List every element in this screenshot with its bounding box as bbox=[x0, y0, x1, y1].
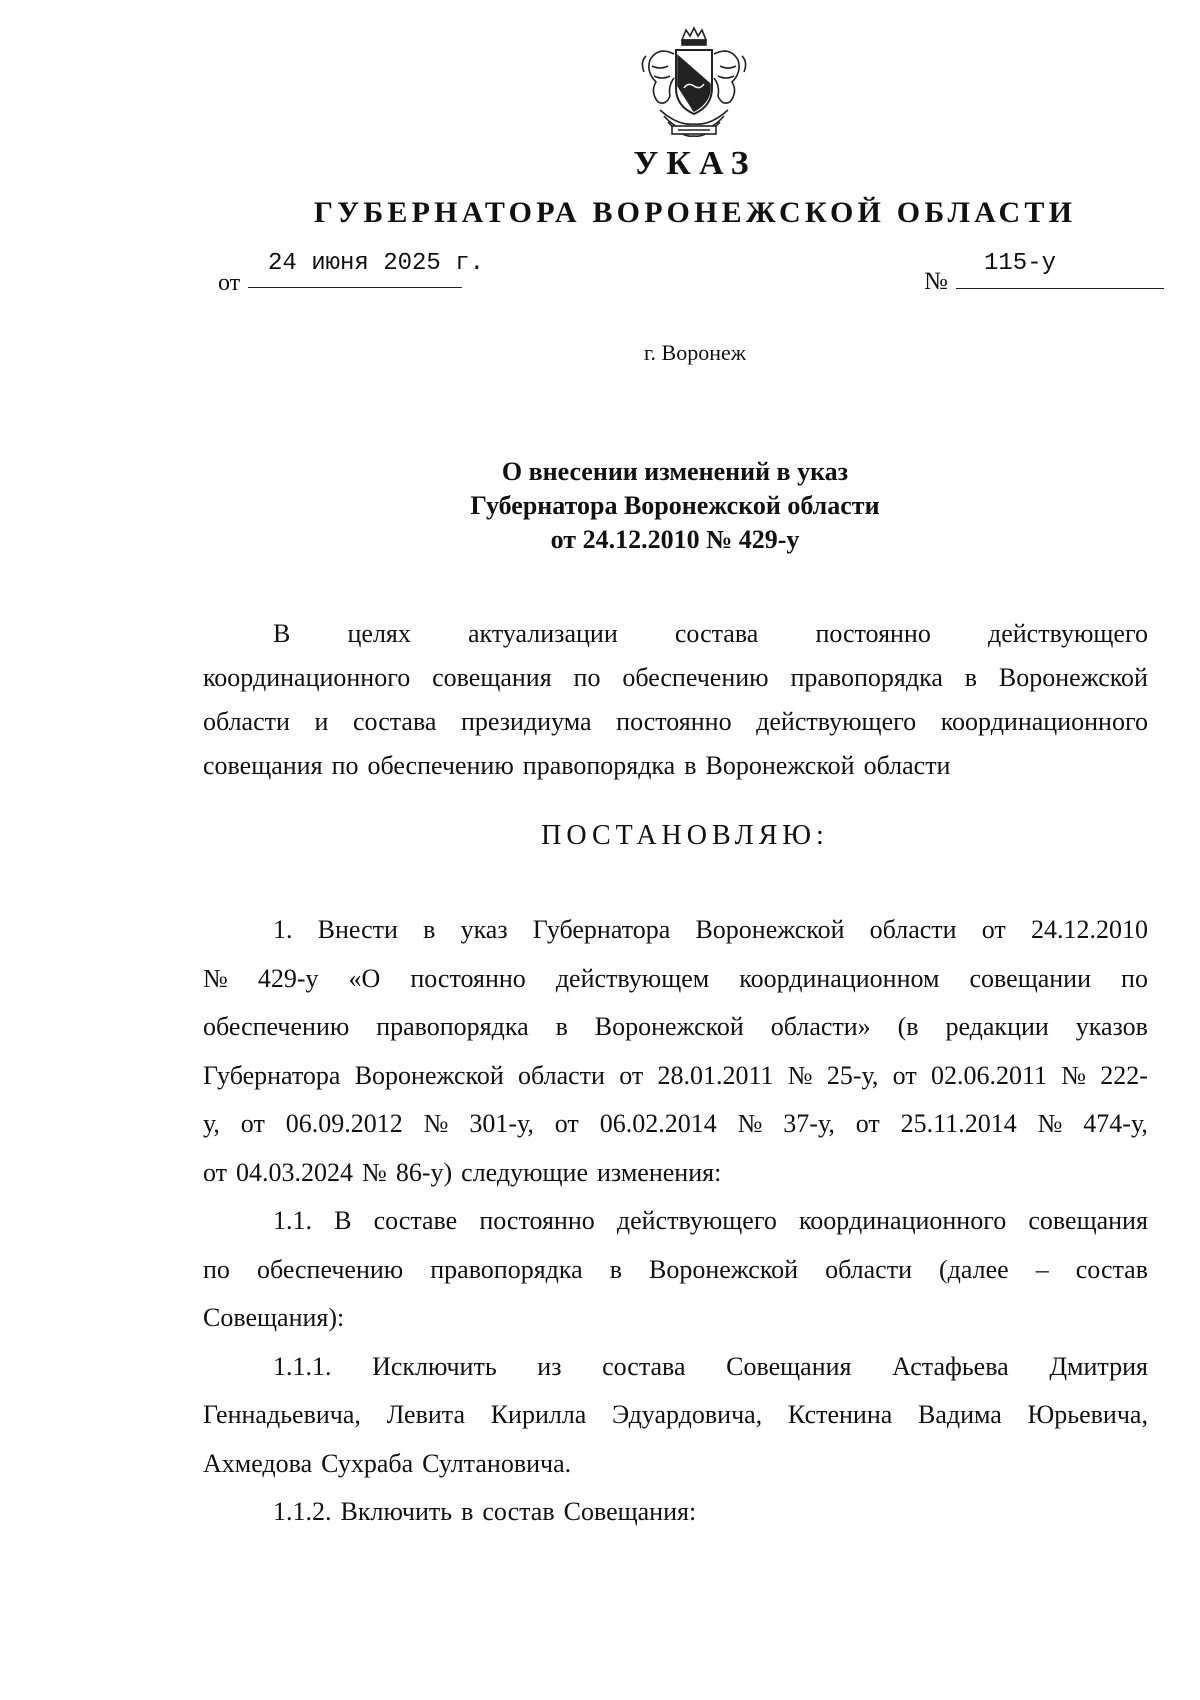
document-number: 115-у bbox=[984, 250, 1057, 277]
word: обеспечению bbox=[622, 663, 769, 692]
word: № bbox=[423, 1109, 449, 1138]
word: состава bbox=[602, 1351, 686, 1381]
word: № bbox=[1061, 1060, 1087, 1090]
word: совещания bbox=[432, 663, 552, 692]
word: Юрьевича, bbox=[1027, 1400, 1148, 1429]
word: от bbox=[203, 1157, 228, 1187]
text-line bbox=[203, 1003, 1148, 1052]
word: действующего bbox=[616, 1206, 777, 1235]
text-line bbox=[203, 1246, 1148, 1295]
word: области» bbox=[770, 1012, 871, 1041]
word: Эдуардовича, bbox=[612, 1400, 763, 1429]
word: постоянно bbox=[479, 1206, 595, 1235]
word: в bbox=[423, 915, 436, 944]
word: Геннадьевича, bbox=[203, 1400, 361, 1429]
word: состава bbox=[674, 619, 759, 648]
word: от bbox=[554, 1109, 579, 1138]
word: Воронежской bbox=[695, 915, 845, 944]
word: Совещания: bbox=[563, 1497, 697, 1526]
word: Дмитрия bbox=[1049, 1351, 1148, 1381]
word: № bbox=[1037, 1109, 1063, 1138]
word: по bbox=[203, 1254, 230, 1284]
word: координационного bbox=[203, 663, 411, 692]
word: Исключить bbox=[372, 1351, 497, 1381]
word: 1.1. bbox=[273, 1206, 312, 1235]
word: Воронежской bbox=[998, 663, 1148, 692]
text-line bbox=[203, 656, 1148, 700]
word: в bbox=[461, 1497, 474, 1526]
word: В bbox=[334, 1206, 352, 1235]
word: 301-у, bbox=[469, 1109, 534, 1138]
word: изменения: bbox=[597, 1157, 722, 1187]
word: в bbox=[684, 751, 697, 780]
word: 06.09.2012 bbox=[285, 1109, 403, 1138]
text-line bbox=[203, 612, 1148, 656]
word: у, bbox=[203, 1109, 220, 1138]
word: 1. bbox=[273, 915, 293, 944]
date-prefix: от bbox=[218, 270, 241, 296]
word: 04.03.2024 bbox=[236, 1157, 354, 1187]
word: Кстенина bbox=[787, 1400, 893, 1429]
text-line bbox=[203, 1052, 1148, 1101]
word: 86-у) bbox=[395, 1157, 453, 1187]
word: действующем bbox=[555, 963, 710, 993]
word: по bbox=[1121, 963, 1148, 993]
word: Губернатора bbox=[532, 915, 671, 944]
subject-line: О внесении изменений в указ bbox=[501, 457, 849, 486]
word: области bbox=[863, 751, 951, 780]
word: от bbox=[981, 915, 1006, 944]
word: президиума bbox=[461, 707, 592, 736]
voronezh-coat-of-arms-icon bbox=[638, 26, 750, 144]
word: Воронежской bbox=[354, 1060, 504, 1090]
word: № bbox=[787, 1060, 813, 1090]
text-line bbox=[203, 1100, 1148, 1149]
word: от bbox=[619, 1060, 644, 1090]
word: области bbox=[518, 1060, 605, 1090]
word: Воронежской bbox=[594, 1012, 744, 1041]
word: (в bbox=[897, 1012, 919, 1041]
word: – bbox=[1035, 1254, 1049, 1284]
word: постоянно bbox=[815, 619, 931, 648]
word: № bbox=[362, 1157, 387, 1187]
document-subject bbox=[330, 455, 1020, 557]
word: 37-у, bbox=[783, 1109, 835, 1138]
word: области bbox=[825, 1254, 912, 1284]
text-line bbox=[203, 1343, 1148, 1392]
word: правопорядка bbox=[790, 663, 943, 692]
word: от bbox=[855, 1109, 880, 1138]
text-line bbox=[203, 700, 1148, 744]
word: по bbox=[331, 751, 359, 780]
word: Астафьева bbox=[892, 1351, 1009, 1381]
word: координационного bbox=[799, 1206, 1007, 1235]
word: актуализации bbox=[468, 619, 618, 648]
document-title: УКАЗ bbox=[633, 145, 757, 182]
word: обеспечению bbox=[256, 1254, 404, 1284]
text-line bbox=[203, 1294, 1148, 1343]
main-body bbox=[203, 906, 1148, 1537]
word: и bbox=[314, 707, 329, 736]
text-line bbox=[203, 1391, 1148, 1440]
word: 429-у bbox=[257, 963, 319, 993]
word: (далее bbox=[939, 1254, 1009, 1284]
word: Вадима bbox=[917, 1400, 1002, 1429]
word: совещания bbox=[203, 751, 323, 780]
word: Внести bbox=[317, 915, 398, 944]
text-line bbox=[203, 1488, 1148, 1537]
text-line bbox=[203, 1440, 1148, 1489]
word: в bbox=[555, 1012, 568, 1041]
word: Совещания): bbox=[203, 1303, 345, 1332]
word: совещания bbox=[1028, 1206, 1148, 1235]
word: редакции bbox=[945, 1012, 1049, 1041]
word: действующего bbox=[988, 619, 1148, 648]
word: 474-у, bbox=[1083, 1109, 1148, 1138]
word: состав bbox=[482, 1497, 555, 1526]
text-line bbox=[203, 955, 1148, 1004]
text-line bbox=[203, 1197, 1148, 1246]
word: 25-у, bbox=[826, 1060, 879, 1090]
word: из bbox=[537, 1351, 562, 1381]
word: 1.1.2. bbox=[273, 1497, 332, 1526]
word: Губернатора bbox=[203, 1060, 341, 1090]
word: 02.06.2011 bbox=[930, 1060, 1047, 1090]
subject-line: от 24.12.2010 № 429-у bbox=[550, 525, 800, 554]
number-underline bbox=[956, 288, 1164, 289]
word: правопорядка bbox=[376, 1012, 529, 1041]
word: Сухраба bbox=[321, 1448, 414, 1478]
word: 28.01.2011 bbox=[657, 1060, 774, 1090]
word: постоянно bbox=[410, 963, 526, 993]
word: В bbox=[273, 619, 291, 648]
word: в bbox=[964, 663, 978, 692]
word: 25.11.2014 bbox=[900, 1109, 1017, 1138]
number-prefix: № bbox=[924, 268, 948, 295]
word: постоянно bbox=[616, 707, 732, 736]
word: правопорядка bbox=[430, 1254, 583, 1284]
word: координационном bbox=[739, 963, 940, 993]
word: от bbox=[240, 1109, 265, 1138]
word: Воронежской bbox=[649, 1254, 799, 1284]
word: действующего bbox=[756, 707, 917, 736]
word: Воронежской bbox=[705, 751, 855, 780]
word: составе bbox=[373, 1206, 458, 1235]
document-city: г. Воронеж bbox=[644, 340, 746, 365]
word: Включить bbox=[340, 1497, 453, 1526]
word: 06.02.2014 bbox=[599, 1109, 717, 1138]
word: Ахмедова bbox=[203, 1448, 313, 1478]
word: обеспечению bbox=[203, 1012, 350, 1041]
word: совещании bbox=[969, 963, 1091, 993]
text-line bbox=[203, 1149, 1148, 1198]
word: следующие bbox=[461, 1157, 589, 1187]
word: Левита bbox=[386, 1400, 465, 1429]
word: указов bbox=[1075, 1012, 1148, 1041]
word: координационного bbox=[940, 707, 1148, 736]
word: обеспечению bbox=[367, 751, 514, 780]
word: № bbox=[203, 963, 228, 993]
word: правопорядка bbox=[522, 751, 676, 780]
word: Султановича. bbox=[422, 1448, 572, 1478]
word: № bbox=[737, 1109, 763, 1138]
text-line bbox=[203, 906, 1148, 955]
word: «О bbox=[348, 963, 381, 993]
word: Совещания bbox=[726, 1351, 852, 1381]
date-underline bbox=[248, 287, 462, 288]
word: 24.12.2010 bbox=[1030, 915, 1148, 944]
word: 222- bbox=[1100, 1060, 1148, 1090]
decree-word: ПОСТАНОВЛЯЮ: bbox=[541, 820, 829, 851]
preamble-paragraph bbox=[203, 612, 1148, 788]
word: указ bbox=[460, 915, 508, 944]
document-issuer: ГУБЕРНАТОРА ВОРОНЕЖСКОЙ ОБЛАСТИ bbox=[313, 196, 1077, 229]
word: состав bbox=[1075, 1254, 1148, 1284]
word: 1.1.1. bbox=[273, 1351, 332, 1381]
word: состава bbox=[353, 707, 437, 736]
text-line bbox=[203, 744, 1148, 788]
word: по bbox=[573, 663, 601, 692]
word: от bbox=[892, 1060, 917, 1090]
word: Кирилла bbox=[490, 1400, 587, 1429]
word: области bbox=[869, 915, 957, 944]
subject-line: Губернатора Воронежской области bbox=[470, 491, 880, 520]
document-date: 24 июня 2025 г. bbox=[268, 250, 485, 277]
word: в bbox=[609, 1254, 622, 1284]
word: области bbox=[203, 707, 290, 736]
word: целях bbox=[347, 619, 411, 648]
